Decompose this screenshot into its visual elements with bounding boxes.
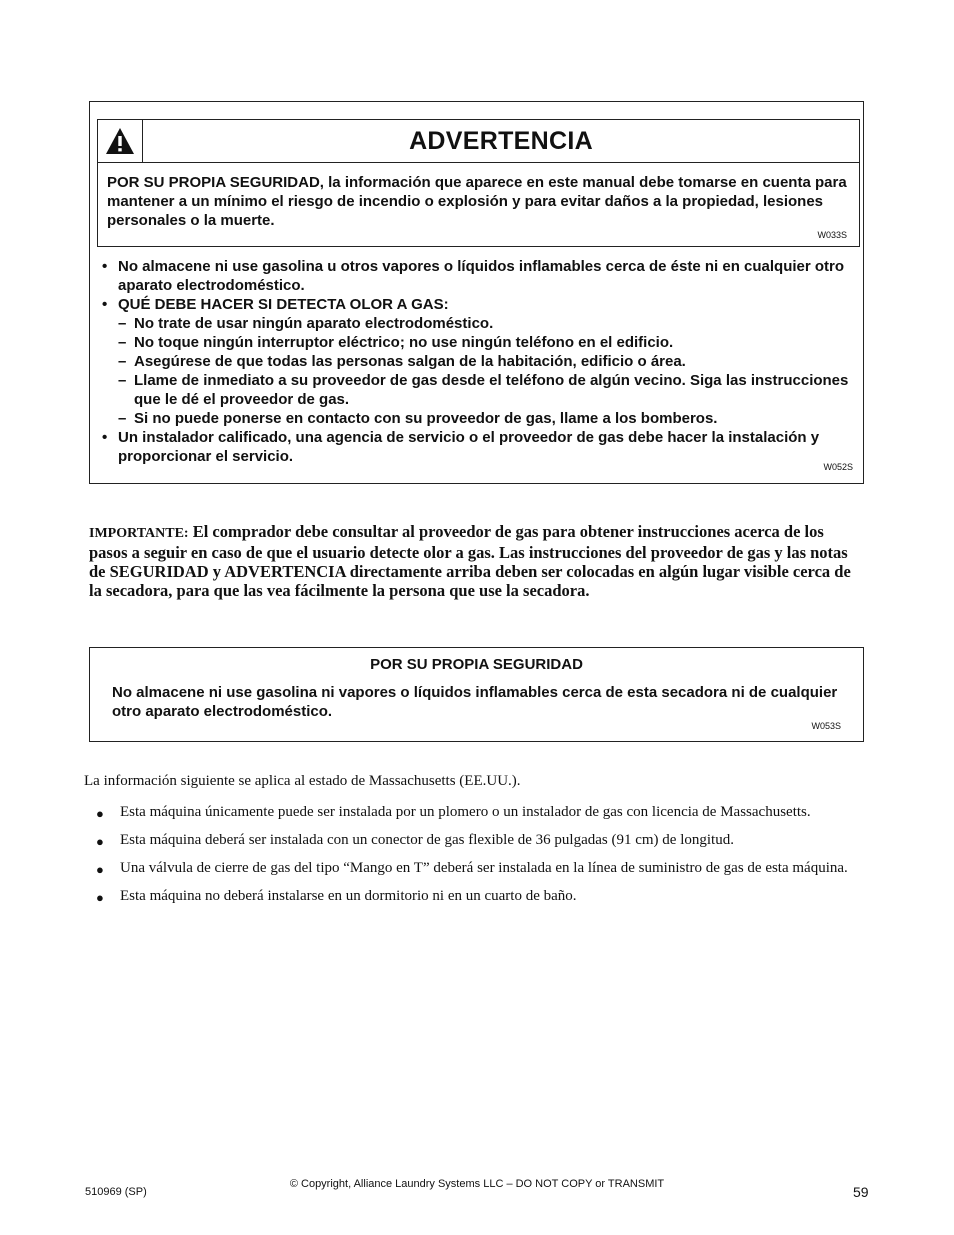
importante-text: El comprador debe consultar al proveedor de gas para obtener instrucciones acerca de los pasos a seguir en caso de que el usuario detecte olor a gas. Las instrucciones del proveedor de gas y las notas de SEGURIDAD y ADVERTENCIA directamente arriba deben ser colocadas en algún lugar visible cerca de la secadora, para que las vea fácilmente la persona que use la secadora. (89, 522, 851, 600)
bullet-icon: ● (96, 890, 104, 905)
warning-bullet (102, 257, 852, 295)
warning-list-code: W052S (823, 462, 853, 472)
bullet-icon: ● (96, 862, 104, 877)
gas-step (118, 352, 852, 371)
gas-step-text: Si no puede ponerse en contacto con su proveedor de gas, llame a los bomberos. (134, 410, 718, 427)
massachusetts-list (96, 803, 866, 915)
list-item-text: Una válvula de cierre de gas del tipo “Mango en T” deberá ser instalada en la línea de suministro de gas de esta máquina. (120, 860, 848, 876)
warning-bullet-text: QUÉ DEBE HACER SI DETECTA OLOR A GAS: (118, 296, 449, 313)
list-item-text: Esta máquina no deberá instalarse en un dormitorio ni en un cuarto de baño. (120, 888, 577, 904)
warning-header (98, 120, 859, 163)
warning-triangle-icon (105, 126, 135, 156)
gas-step (118, 371, 852, 409)
warning-bullet-text: Un instalador calificado, una agencia de servicio o el proveedor de gas debe hacer la instalación y proporcionar el servicio. (118, 429, 820, 465)
bullet-icon: ● (96, 806, 104, 821)
dash-icon: – (118, 315, 127, 332)
page-number: 59 (853, 1184, 869, 1200)
warning-intro-box (97, 119, 860, 247)
copyright-notice: © Copyright, Alliance Laundry Systems LLC – DO NOT COPY or TRANSMIT (289, 1178, 665, 1190)
gas-step-text: No trate de usar ningún aparato electrodoméstico. (134, 315, 494, 332)
bullet-icon: ● (96, 834, 104, 849)
importante-paragraph (89, 522, 864, 600)
warning-intro-text: POR SU PROPIA SEGURIDAD, la información que aparece en este manual debe tomarse en cuenta para mantener a un mínimo el riesgo de incendio o explosión y para evitar daños a la propiedad, lesiones personales o la muerte. (107, 174, 847, 229)
doc-number: 510969 (SP) (85, 1186, 147, 1198)
bullet-icon: • (102, 258, 108, 275)
warning-bullet (102, 428, 852, 466)
warning-bullet (102, 295, 852, 428)
dash-icon: – (118, 410, 127, 427)
gas-step-text: No toque ningún interruptor eléctrico; no use ningún teléfono en el edificio. (134, 334, 674, 351)
warning-title: ADVERTENCIA (409, 126, 593, 155)
safety-title: POR SU PROPIA SEGURIDAD (370, 656, 583, 673)
warning-box (89, 101, 864, 484)
importante-label: IMPORTANTE: (89, 526, 189, 541)
list-item (96, 859, 866, 878)
list-item (96, 831, 866, 850)
dash-icon: – (118, 334, 127, 351)
safety-text: No almacene ni use gasolina ni vapores o líquidos inflamables cerca de esta secadora ni de cualquier otro aparato electrodoméstico. (112, 684, 838, 720)
list-item (96, 803, 866, 822)
warning-bullet-text: No almacene ni use gasolina u otros vapores o líquidos inflamables cerca de éste ni en cualquier otro aparato electrodoméstico. (118, 258, 845, 294)
gas-step-text: Llame de inmediato a su proveedor de gas desde el teléfono de algún vecino. Siga las instrucciones que le dé el proveedor de gas. (134, 372, 849, 408)
warning-intro-code: W033S (817, 230, 847, 240)
list-item-text: Esta máquina únicamente puede ser instalada por un plomero o un instalador de gas con licencia de Massachusetts. (120, 804, 811, 820)
massachusetts-intro: La información siguiente se aplica al estado de Massachusetts (EE.UU.). (84, 773, 521, 789)
safety-box (89, 647, 864, 742)
gas-step (118, 314, 852, 333)
bullet-icon: • (102, 296, 108, 313)
gas-step-text: Asegúrese de que todas las personas salgan de la habitación, edificio o área. (134, 353, 686, 370)
dash-icon: – (118, 372, 127, 389)
dash-icon: – (118, 353, 127, 370)
warning-icon-cell (98, 120, 143, 162)
list-item (96, 887, 866, 906)
safety-code: W053S (811, 721, 841, 731)
gas-step (118, 409, 852, 428)
warning-list (102, 257, 852, 466)
gas-step (118, 333, 852, 352)
bullet-icon: • (102, 429, 108, 446)
list-item-text: Esta máquina deberá ser instalada con un conector de gas flexible de 36 pulgadas (91 cm) de longitud. (120, 832, 734, 848)
